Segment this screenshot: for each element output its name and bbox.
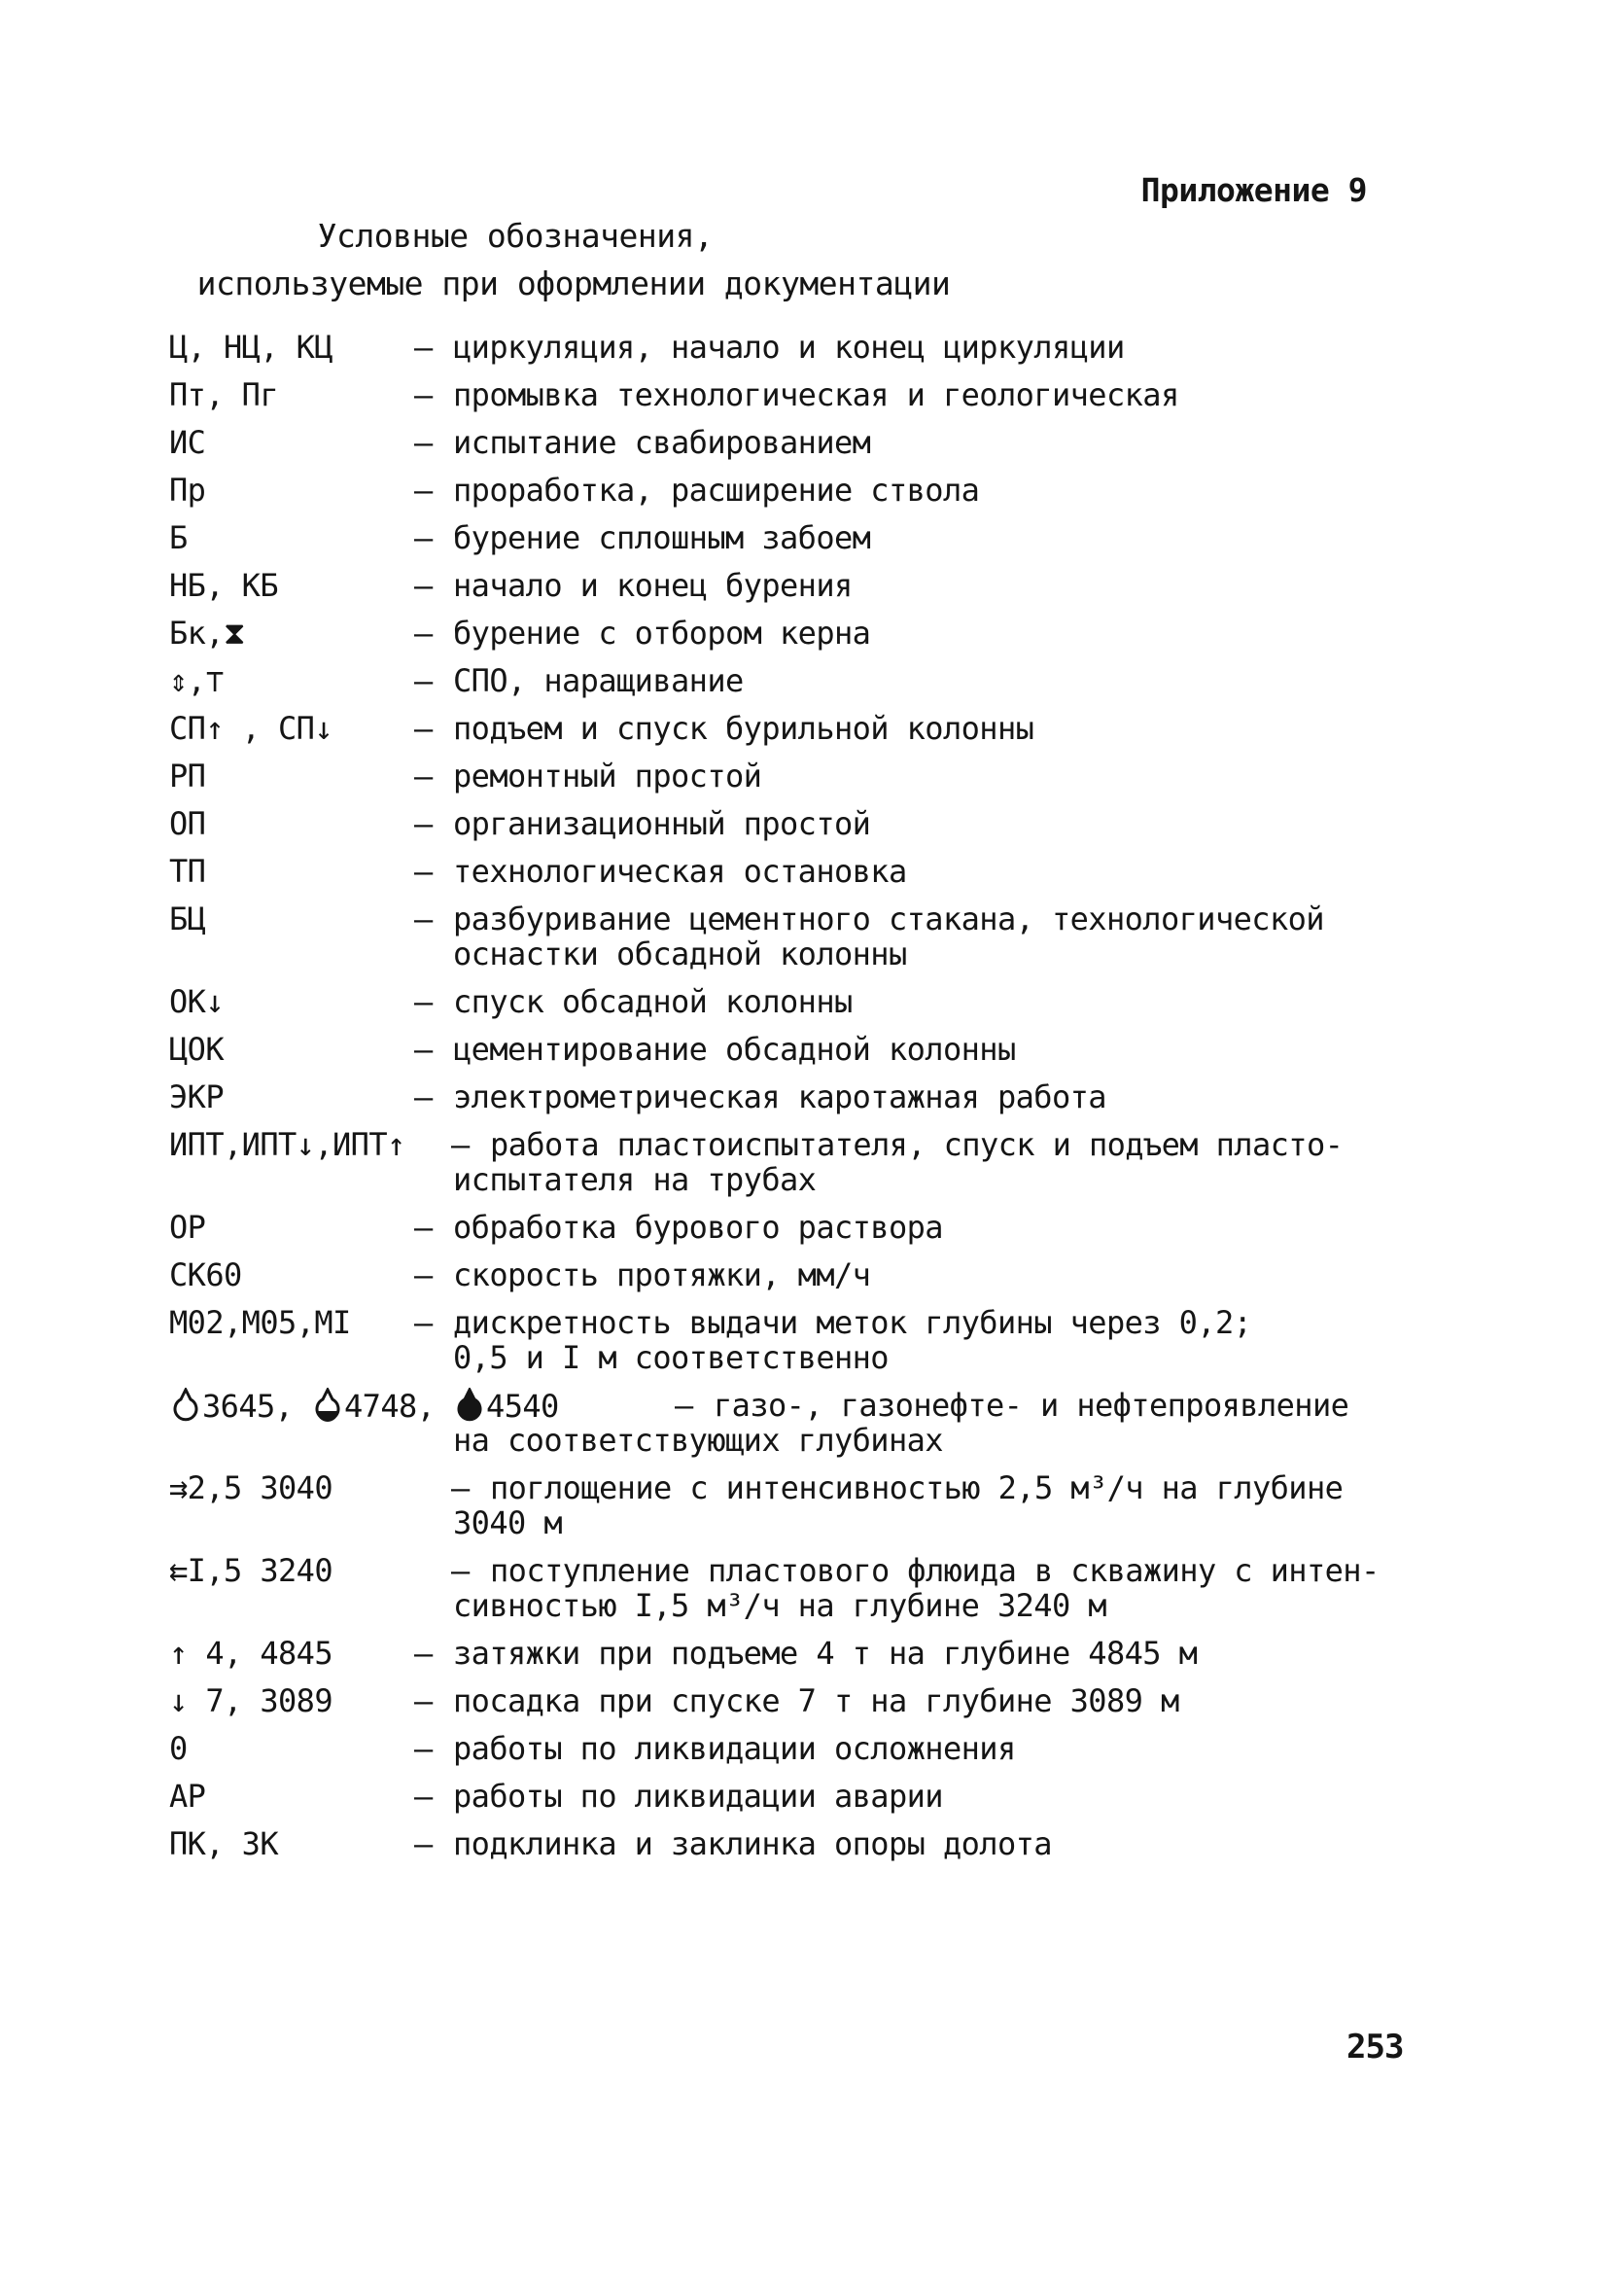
- legend-item: [169, 806, 1433, 841]
- legend-description: разбуривание цементного стакана, технологической: [453, 901, 1324, 937]
- legend-symbol: Ц, НЦ, КЦ: [169, 329, 332, 366]
- legend-item: [169, 568, 1433, 603]
- legend-dash: –: [451, 1552, 470, 1589]
- legend-item: [169, 1388, 1433, 1458]
- legend-dash: –: [414, 519, 433, 556]
- legend-description: бурение с отбором керна: [453, 615, 871, 652]
- legend-item: [169, 984, 1433, 1019]
- legend-symbol: АР: [169, 1778, 206, 1815]
- legend-dash: –: [414, 1635, 433, 1672]
- legend-description: затяжки при подъеме 4 т на глубине 4845 м: [453, 1635, 1198, 1672]
- legend-item: [169, 1079, 1433, 1114]
- legend-description: технологическая остановка: [453, 853, 907, 890]
- legend-description-continued: оснастки обсадной колонны: [453, 936, 907, 972]
- legend-symbol: НБ, КБ: [169, 567, 278, 604]
- legend-description: обработка бурового раствора: [453, 1209, 943, 1246]
- legend-dash: –: [414, 1209, 433, 1246]
- legend-description: работа пластоиспытателя, спуск и подъем пласто-: [490, 1126, 1344, 1163]
- legend-dash: –: [414, 1730, 433, 1767]
- legend-symbol: СП↑ , СП↓: [169, 710, 332, 747]
- legend-dash: –: [414, 1682, 433, 1719]
- legend-item: [169, 1127, 1433, 1197]
- legend-description: электрометрическая каротажная работа: [453, 1078, 1106, 1115]
- legend-description: подъем и спуск бурильной колонны: [453, 710, 1034, 747]
- legend-symbol: ТП: [169, 853, 206, 890]
- legend-dash: –: [414, 758, 433, 795]
- gas-show-icon: [169, 1388, 202, 1425]
- legend-symbol: ОР: [169, 1209, 206, 1246]
- legend-description: газо-, газонефте- и нефтепроявление: [714, 1387, 1349, 1424]
- legend-description: скорость протяжки, мм/ч: [453, 1256, 871, 1293]
- legend-item: [169, 616, 1433, 651]
- legend-dash: –: [414, 567, 433, 604]
- legend-dash: –: [414, 983, 433, 1020]
- legend-item: [169, 1553, 1433, 1623]
- page-title-line-1: Условные обозначения,: [317, 217, 714, 255]
- legend-dash: –: [414, 805, 433, 842]
- legend-item: [169, 520, 1433, 555]
- legend-symbol: ЭКР: [169, 1078, 224, 1115]
- legend-dash: –: [414, 424, 433, 461]
- page-title-line-2: используемые при оформлении документации: [196, 265, 951, 302]
- legend-symbol: ⇉2,5 3040: [169, 1469, 332, 1506]
- legend-dash: –: [414, 376, 433, 413]
- page-number: 253: [1346, 2028, 1404, 2066]
- legend-description: поглощение с интенсивностью 2,5 м³/ч на глубине: [490, 1469, 1344, 1506]
- legend-description: подклинка и заклинка опоры долота: [453, 1825, 1052, 1862]
- legend-item: [169, 473, 1433, 508]
- legend-item: [169, 1636, 1433, 1671]
- legend-symbol: ⇕,⊤: [169, 662, 224, 699]
- legend-description: посадка при спуске 7 т на глубине 3089 м: [453, 1682, 1179, 1719]
- legend-dash: –: [414, 1825, 433, 1862]
- legend-item: [169, 1683, 1433, 1718]
- legend-description: ремонтный простой: [453, 758, 762, 795]
- legend-item: [169, 425, 1433, 460]
- legend-symbol: ОП: [169, 805, 206, 842]
- oil-show-icon: [453, 1388, 486, 1425]
- legend-dash: –: [414, 662, 433, 699]
- legend-dash: –: [414, 329, 433, 366]
- legend-item: [169, 1305, 1433, 1375]
- legend-symbol: ИПТ,ИПТ↓,ИПТ↑: [169, 1126, 405, 1163]
- legend-description: испытание свабированием: [453, 424, 871, 461]
- legend-symbol: ↑ 4, 4845: [169, 1635, 332, 1672]
- legend-dash: –: [414, 853, 433, 890]
- legend-description: циркуляция, начало и конец циркуляции: [453, 329, 1125, 366]
- legend-item: [169, 1032, 1433, 1067]
- legend-item: [169, 663, 1433, 698]
- legend-item: [169, 330, 1433, 365]
- legend-item: [169, 759, 1433, 794]
- legend-symbol: Бк,⧗: [169, 615, 245, 652]
- legend-symbol: М02,М05,МI: [169, 1304, 351, 1341]
- legend-description: работы по ликвидации осложнения: [453, 1730, 1016, 1767]
- legend-item: [169, 1210, 1433, 1245]
- legend-description-continued: сивностью I,5 м³/ч на глубине 3240 м: [453, 1587, 1106, 1624]
- legend-item: [169, 1257, 1433, 1292]
- legend-dash: –: [414, 472, 433, 509]
- legend-symbol: ОК↓: [169, 983, 224, 1020]
- legend-description-continued: на соответствующих глубинах: [453, 1422, 943, 1459]
- legend-dash: –: [414, 901, 433, 937]
- legend-item: [169, 1826, 1433, 1861]
- legend-dash: –: [414, 615, 433, 652]
- legend-description: цементирование обсадной колонны: [453, 1031, 1016, 1068]
- legend-dash: –: [414, 1304, 433, 1341]
- legend-dash: –: [414, 710, 433, 747]
- legend-symbol: ↓ 7, 3089: [169, 1682, 332, 1719]
- legend-dash: –: [414, 1778, 433, 1815]
- legend-description-continued: испытателя на трубах: [453, 1161, 817, 1198]
- legend-dash: –: [451, 1469, 470, 1506]
- legend-symbol: ПК, ЗК: [169, 1825, 278, 1862]
- legend-description: проработка, расширение ствола: [453, 472, 980, 509]
- legend-dash: –: [451, 1126, 470, 1163]
- legend-symbol: 0: [169, 1730, 188, 1767]
- legend-symbol: СК60: [169, 1256, 242, 1293]
- legend-description: начало и конец бурения: [453, 567, 853, 604]
- legend-description-continued: 3040 м: [453, 1504, 562, 1541]
- appendix-label: Приложение 9: [1140, 171, 1367, 209]
- legend-item: [169, 377, 1433, 412]
- legend-symbol: Пр: [169, 472, 206, 509]
- legend-description: поступление пластового флюида в скважину с интен-: [490, 1552, 1380, 1589]
- legend-item: [169, 1779, 1433, 1814]
- legend-description: дискретность выдачи меток глубины через 0,2;: [453, 1304, 1252, 1341]
- legend-item: [169, 711, 1433, 746]
- legend-dash: –: [414, 1031, 433, 1068]
- legend-item: [169, 1470, 1433, 1540]
- legend-dash: –: [414, 1256, 433, 1293]
- legend-description-continued: 0,5 и I м соответственно: [453, 1339, 889, 1376]
- legend-dash: –: [675, 1387, 693, 1424]
- legend-symbol: Б: [169, 519, 188, 556]
- legend-symbol: Пт, Пг: [169, 376, 278, 413]
- legend-description: работы по ликвидации аварии: [453, 1778, 943, 1815]
- legend-description: СПО, наращивание: [453, 662, 744, 699]
- legend-symbol: ИС: [169, 424, 206, 461]
- legend-item: [169, 1731, 1433, 1766]
- legend-dash: –: [414, 1078, 433, 1115]
- legend-list: [169, 330, 1433, 1874]
- legend-symbol: ЦОК: [169, 1031, 224, 1068]
- legend-symbol: БЦ: [169, 901, 206, 937]
- legend-item: [169, 854, 1433, 889]
- legend-description: бурение сплошным забоем: [453, 519, 871, 556]
- legend-description: спуск обсадной колонны: [453, 983, 853, 1020]
- legend-symbol-group: 3645, 4748, 4540: [169, 1388, 559, 1425]
- gas-oil-show-icon: [311, 1388, 344, 1425]
- legend-symbol: РП: [169, 758, 206, 795]
- legend-description: промывка технологическая и геологическая: [453, 376, 1179, 413]
- legend-item: [169, 901, 1433, 971]
- legend-symbol: ⇇I,5 3240: [169, 1552, 332, 1589]
- legend-description: организационный простой: [453, 805, 871, 842]
